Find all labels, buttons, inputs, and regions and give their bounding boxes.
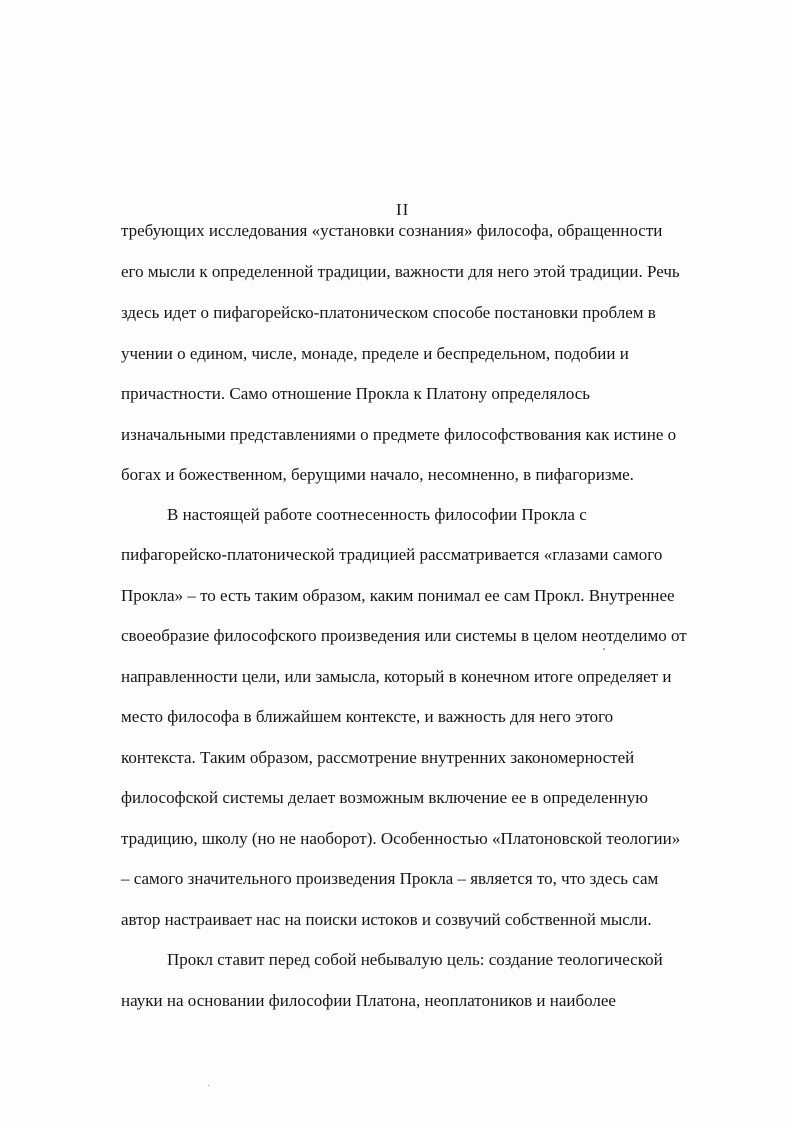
text-line: богах и божественном, берущими начало, несомненно, в пифагоризме. (121, 465, 634, 484)
text-line: его мысли к определенной традиции, важности для него этой традиции. Речь (121, 262, 680, 281)
scan-speck (208, 1085, 209, 1086)
text-line: место философа в ближайшем контексте, и важность для него этого (121, 707, 614, 726)
text-line: философской системы делает возможным включение ее в определенную (121, 788, 648, 807)
text-line: здесь идет о пифагорейско-платоническом способе постановки проблем в (121, 303, 656, 322)
text-line: пифагорейско-платонической традицией рассматривается «глазами самого (121, 545, 663, 564)
text-line: традицию, школу (но не наоборот). Особенностью «Платоновской теологии» (121, 829, 681, 848)
text-line: причастности. Само отношение Прокла к Платону определялось (121, 384, 591, 403)
text-line: контекста. Таким образом, рассмотрение внутренних закономерностей (121, 748, 635, 767)
text-line: Прокла» – то есть таким образом, каким понимал ее сам Прокл. Внутреннее (121, 586, 675, 605)
scan-speck (603, 648, 605, 650)
paragraph-start-line: В настоящей работе соотнесенность философии Прокла с (167, 505, 587, 524)
text-line: автор настраивает нас на поиски истоков и созвучий собственной мысли. (121, 910, 652, 929)
text-line: изначальными представлениями о предмете философствования как истине о (121, 425, 677, 444)
text-line: – самого значительного произведения Прокла – является то, что здесь сам (121, 869, 659, 888)
text-line: учении о едином, числе, монаде, пределе и беспредельном, подобии и (121, 344, 629, 363)
text-line: своеобразие философского произведения или системы в целом неотделимо от (121, 626, 687, 645)
paragraph-start-line: Прокл ставит перед собой небывалую цель: создание теологической (167, 950, 663, 969)
text-line: науки на основании философии Платона, неоплатоников и наиболее (121, 991, 616, 1010)
text-line: требующих исследования «установки сознания» философа, обращенности (121, 221, 663, 240)
text-line: направленности цели, или замысла, который в конечном итоге определяет и (121, 667, 672, 686)
page-number: II (396, 200, 410, 219)
